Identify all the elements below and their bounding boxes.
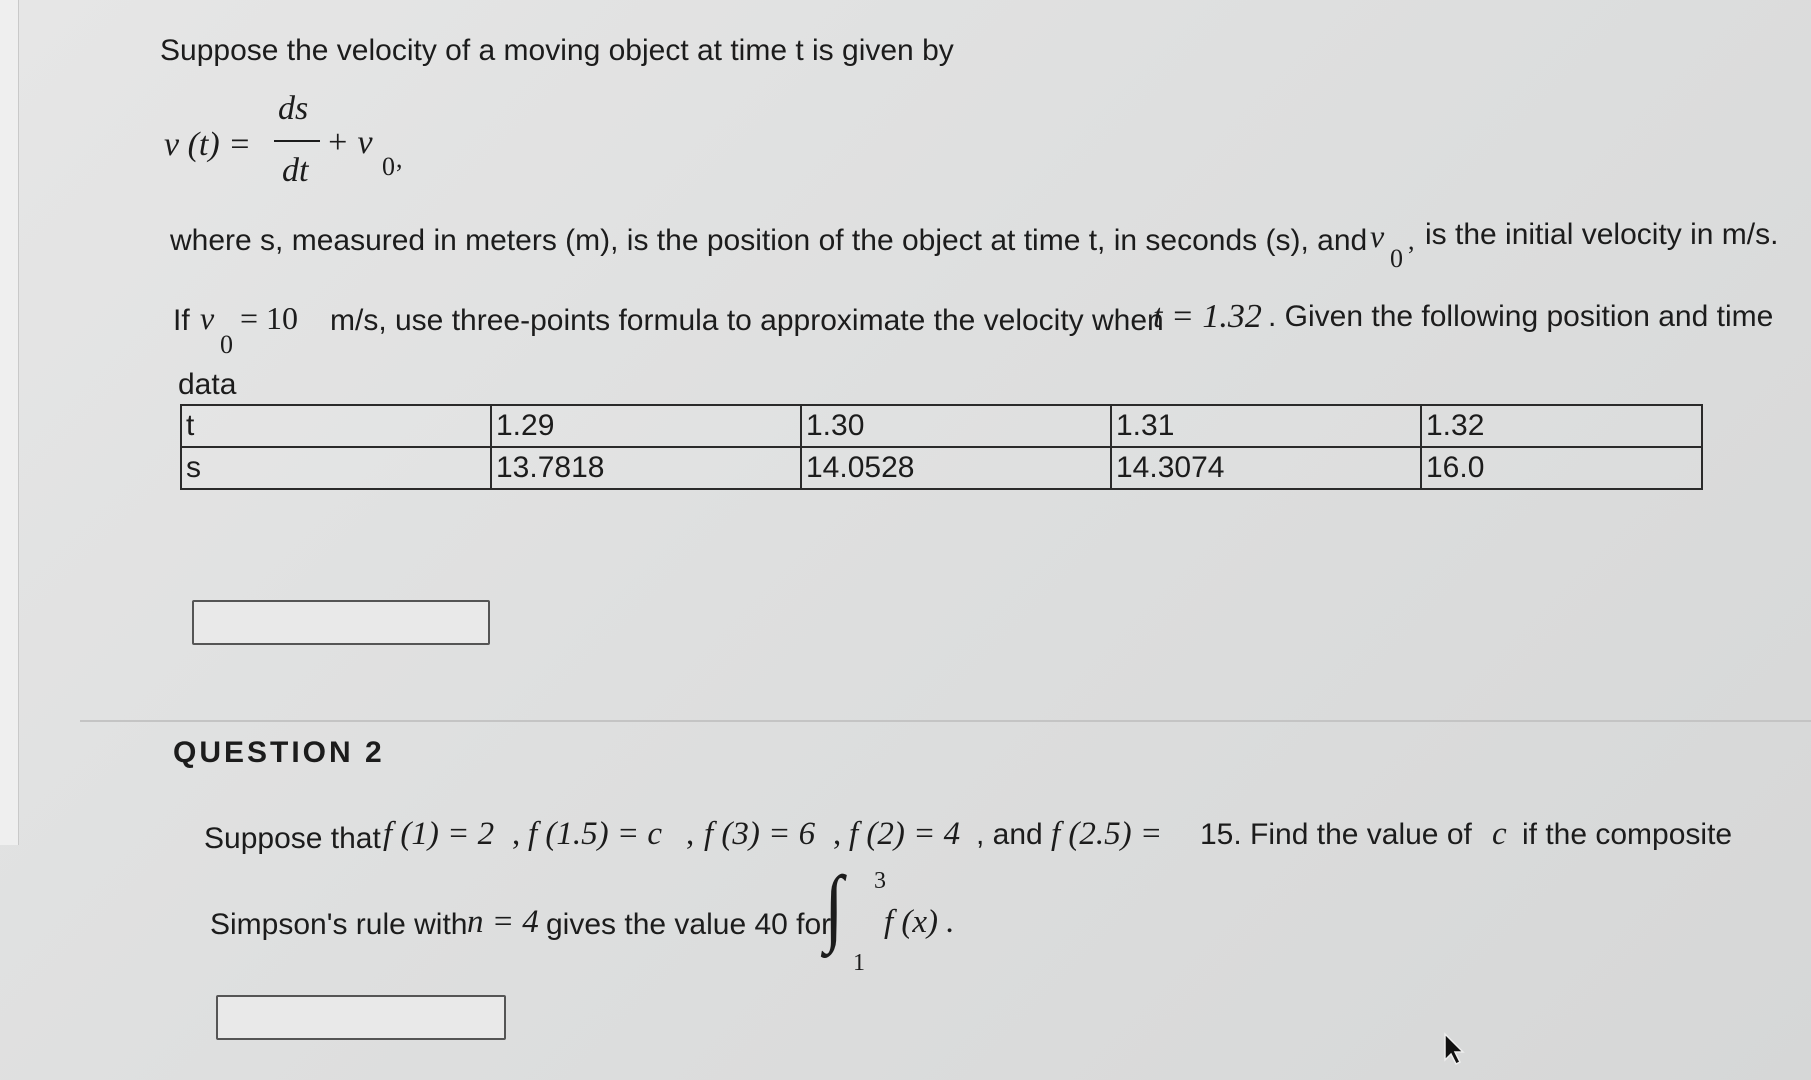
- q1-where-subscript: 0: [1390, 244, 1403, 273]
- q1-data-word: data: [178, 368, 237, 401]
- table-cell: 14.3074: [1111, 447, 1421, 489]
- q1-where-var: v: [1370, 218, 1385, 254]
- q2-line1-suffix: 15. Find the value of: [1200, 818, 1472, 851]
- table-cell: 14.0528: [801, 447, 1111, 489]
- q1-where-part2: is the initial velocity in m/s.: [1425, 218, 1779, 251]
- q2-line1-prefix: Suppose that: [204, 822, 381, 855]
- table-cell: 1.31: [1111, 405, 1421, 447]
- q2-line2-prefix: Simpson's rule with: [210, 908, 468, 941]
- table-cell: 13.7818: [491, 447, 801, 489]
- window-left-edge: [0, 0, 19, 845]
- q2-c-var: c: [1492, 816, 1507, 852]
- formula-trailing: ,: [396, 144, 403, 173]
- q1-t-value: t = 1.32: [1153, 298, 1262, 335]
- q1-where-comma: ,: [1408, 226, 1415, 255]
- integral-upper-limit: 3: [874, 868, 886, 894]
- formula-subscript: 0: [382, 152, 395, 181]
- q2-and: , and: [976, 818, 1043, 851]
- q2-f3: f (3) = 6: [704, 816, 816, 852]
- table-cell: 16.0: [1421, 447, 1702, 489]
- q2-answer-input[interactable]: [216, 995, 506, 1040]
- mouse-pointer-icon: [1443, 1032, 1467, 1066]
- q1-if-eq: = 10: [240, 300, 299, 336]
- q1-if-var: v: [200, 300, 215, 336]
- q2-f15: f (1.5) = c: [528, 816, 663, 852]
- question-divider: [80, 720, 1811, 722]
- integral-sign-icon: ∫: [824, 858, 844, 954]
- table-cell: 1.32: [1421, 405, 1702, 447]
- q2-line2-mid: gives the value 40 for: [546, 908, 832, 941]
- q1-if-prefix: If: [173, 304, 190, 337]
- q1-if-suffix: . Given the following position and time: [1268, 300, 1774, 333]
- q1-intro: Suppose the velocity of a moving object at time t is given by: [160, 34, 954, 67]
- q1-if-middle: m/s, use three-points formula to approximate the velocity when: [330, 304, 1164, 337]
- q2-comma-3: ,: [833, 816, 842, 852]
- q2-comma-2: ,: [686, 816, 695, 852]
- position-time-table: [180, 404, 1703, 490]
- q2-n-expr: n = 4: [467, 904, 539, 940]
- table-cell: t: [181, 405, 491, 447]
- formula-lhs: v (t) =: [164, 126, 252, 163]
- table-cell: s: [181, 447, 491, 489]
- q1-where-part1: where s, measured in meters (m), is the position of the object at time t, in seconds (s), and: [170, 224, 1368, 257]
- table-cell: 1.30: [801, 405, 1111, 447]
- q2-f25: f (2.5) =: [1051, 816, 1163, 852]
- table-cell: 1.29: [491, 405, 801, 447]
- q2-heading: QUESTION 2: [173, 736, 385, 769]
- q2-integrand: f (x) .: [884, 904, 955, 940]
- q1-if-subscript: 0: [220, 330, 233, 359]
- table-row-s: [181, 447, 1702, 489]
- formula-numerator: ds: [278, 90, 309, 127]
- q1-answer-input[interactable]: [192, 600, 490, 645]
- formula-denominator: dt: [282, 152, 309, 189]
- formula-rhs: + v: [326, 124, 373, 161]
- q2-f1: f (1) = 2: [383, 816, 495, 852]
- q2-comma-1: ,: [512, 816, 521, 852]
- integral-lower-limit: 1: [853, 950, 865, 976]
- q2-line1-end: if the composite: [1522, 818, 1733, 851]
- table-row-t: [181, 405, 1702, 447]
- q2-f2: f (2) = 4: [849, 816, 961, 852]
- fraction-bar: [274, 140, 320, 142]
